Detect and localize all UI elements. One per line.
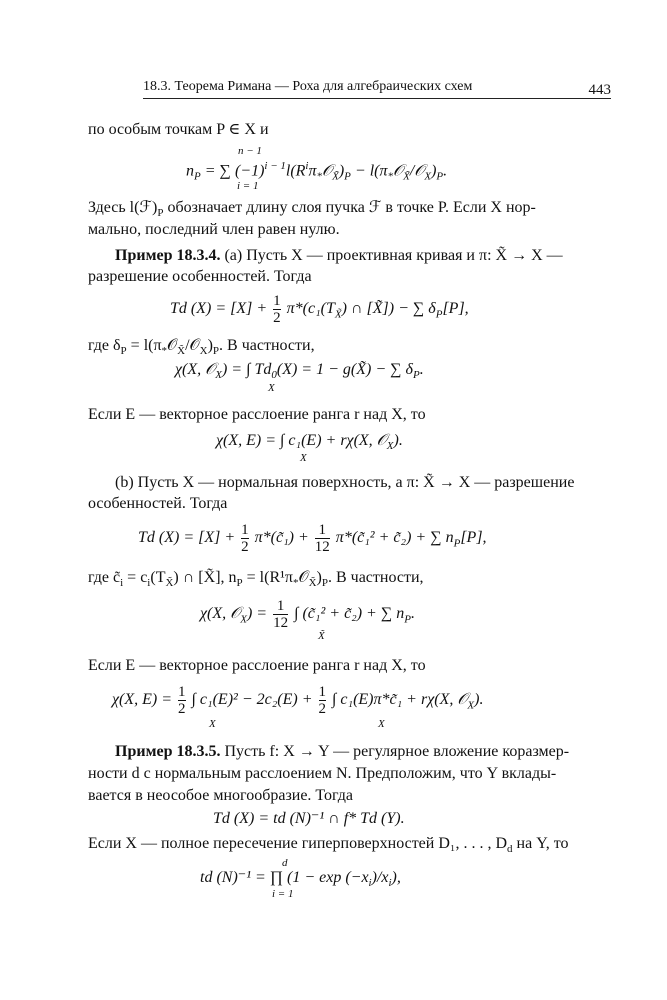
integral-domain: X bbox=[300, 452, 307, 464]
text-line: где $\delta_P$ = $l(\pi_*𝒪_{X̃}/𝒪_X)_P$. В частности, bbox=[88, 337, 315, 358]
example-heading: Пример 18.3.4. (a) Пусть X — проективная кривая и π: X̃ → X — bbox=[115, 247, 563, 264]
integral-domain: X bbox=[378, 718, 385, 730]
page-number: 443 bbox=[588, 82, 611, 98]
text-line: ности d с нормальным расслоением N. Предположим, что Y вклады- bbox=[88, 765, 557, 782]
text-line: мально, последний член равен нулю. bbox=[88, 221, 340, 238]
text-line: где $c̃_i = c_i(T_{X̃})$ ∩ [X̃], $n_P$ = $l(R^1\pi_*𝒪_{X̃})_P$. В частности, bbox=[88, 569, 424, 590]
formula-td-curve: Td (X) = [X] + $\frac{1}{2}$ $\pi*(c_1(T_{X̃})$ ∩ [X̃]) − ∑ $\delta_P[P]$, bbox=[170, 293, 469, 326]
text-line: Если E — векторное расслоение ранга r над X, то bbox=[88, 657, 426, 674]
text-line: разрешение особенностей. Тогда bbox=[88, 268, 312, 285]
integral-domain: X bbox=[209, 718, 216, 730]
formula-td-normal: td (N)⁻¹ = ∏ $(1 - \exp (-x_i)/x_i)$, bbox=[200, 869, 401, 890]
integral-domain: X̃ bbox=[318, 630, 325, 642]
text-line: Если X — полное пересечение гиперповерхностей D₁, . . . , $D_d$ на Y, то bbox=[88, 835, 569, 856]
running-title: 18.3. Теорема Римана — Роха для алгебраических схем bbox=[143, 79, 473, 94]
text-line: (b) Пусть X — нормальная поверхность, а π: X̃ → X — разрешение bbox=[115, 474, 575, 491]
text-line: по особым точкам P ∈ X и bbox=[88, 121, 269, 138]
formula-euler-bundle-curve: χ(X, E) = ∫ c₁(E) + rχ(X, 𝒪$_X$). bbox=[216, 432, 403, 453]
text-line: Здесь $l(ℱ)_P$ обозначает длину слоя пучка ℱ в точке P. Если X нор- bbox=[88, 199, 536, 220]
text-line: особенностей. Тогда bbox=[88, 495, 228, 512]
formula-euler-surface: χ(X, 𝒪$_X$) = $\frac{1}{12}$ ∫ (c̃₁² + c̃₂) + ∑ $n_P$. bbox=[200, 598, 415, 631]
sum-lower-limit: i = 1 bbox=[237, 180, 259, 192]
product-upper-limit: d bbox=[282, 857, 288, 869]
running-header bbox=[143, 79, 611, 99]
integral-domain: X bbox=[268, 382, 275, 394]
text-line: вается в неособое многообразие. Тогда bbox=[88, 787, 354, 804]
formula-np: $n_P$ = ∑ $(-1)^{i - 1}l(R^i\pi_*𝒪_{X̃})_P$ − $l(\pi_*𝒪_{X̃}/𝒪_X)_P$. bbox=[186, 160, 448, 183]
formula-euler-curve: χ(X, 𝒪$_X$) = ∫ $Td_0(X) = 1$ − g(X̃) − ∑ $\delta_P$. bbox=[175, 361, 424, 382]
sum-upper-limit: n − 1 bbox=[238, 145, 262, 157]
product-lower-limit: i = 1 bbox=[272, 888, 294, 900]
formula-td-surface: Td (X) = [X] + $\frac{1}{2}$ π*(c̃₁) + $\frac{1}{12}$ π*(c̃₁² + c̃₂) + ∑ $n_P[P]$, bbox=[138, 522, 487, 555]
formula-td-embedding: Td (X) = td (N)⁻¹ ∩ f* Td (Y). bbox=[213, 810, 405, 827]
text-line: Если E — векторное расслоение ранга r над X, то bbox=[88, 406, 426, 423]
example-heading: Пример 18.3.5. Пусть f: X → Y — регулярное вложение коразмер- bbox=[115, 743, 570, 760]
formula-euler-bundle-surface: χ(X, E) = $\frac{1}{2}$ ∫ c₁(E)² − 2c₂(E) + $\frac{1}{2}$ ∫ c₁(E)π*c̃₁ + rχ(X, 𝒪$_X$). bbox=[112, 684, 484, 717]
